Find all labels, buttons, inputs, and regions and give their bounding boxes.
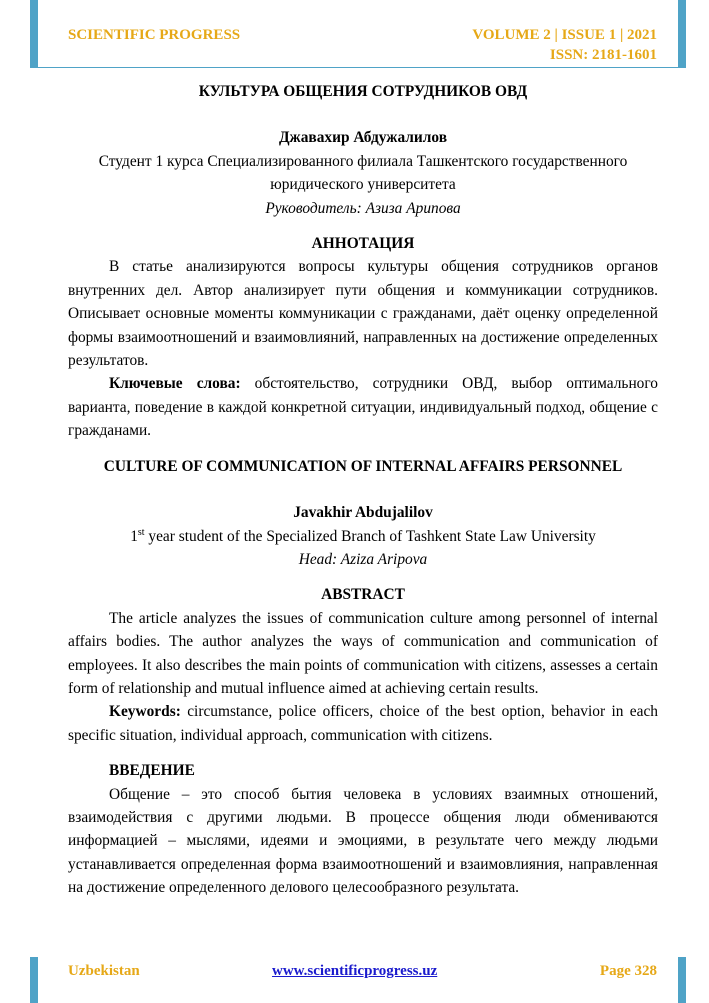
ru-keywords-text: обстоятельство, сотрудники ОВД, выбор оптимального варианта, поведение в каждой конкретной ситуации, индивидуальный подход, общение с гражданами. <box>68 375 659 440</box>
header-rule <box>30 67 686 68</box>
ru-keywords-label: Ключевые слова: <box>109 375 241 393</box>
ru-abstract-text: В статье анализируются вопросы культуры общения сотрудников органов внутренних дел. Автор анализирует пути общения и коммуникации сотрудников. Описывает основные моменты коммуникации с гражданами, даёт оценку определенной формы взаимоотношений и взаимовлияний, направленных на достижение определенных результатов. <box>68 258 658 370</box>
en-affiliation-sup: st <box>137 526 145 538</box>
en-keywords <box>68 700 658 747</box>
en-keywords-text: circumstance, police officers, choice of the best option, behavior in each specific situation, individual approach, communication with citizens. <box>68 703 658 744</box>
en-keywords-label: Keywords: <box>109 703 181 721</box>
intro-text: Общение – это способ бытия человека в условиях взаимных отношений, взаимодействия с другими людьми. В процессе общения люди обмениваются информацией – мыслями, идеями и эмоциями, в результате чего между людьми устанавливается определенная форма взаимоотношений и взаимовлияния, направленная на достижение определенного делового целесообразного результата. <box>68 785 658 897</box>
corner-bar-bottom-left <box>30 957 38 1003</box>
en-affiliation <box>68 525 658 548</box>
ru-affiliation: Студент 1 курса Специализированного филиала Ташкентского государственного юридического университета <box>98 152 628 194</box>
en-abstract-heading: ABSTRACT <box>321 586 405 604</box>
article-body <box>68 80 658 900</box>
footer-website-link[interactable]: www.scientificprogress.uz <box>272 963 438 979</box>
ru-title: КУЛЬТУРА ОБЩЕНИЯ СОТРУДНИКОВ ОВД <box>198 83 528 100</box>
intro-heading: ВВЕДЕНИЕ <box>109 762 195 780</box>
ru-keywords <box>68 372 658 442</box>
en-supervisor: Head: Aziza Aripova <box>298 550 428 568</box>
ru-supervisor: Руководитель: Азиза Арипова <box>265 199 461 217</box>
en-author: Javakhir Abdujalilov <box>293 504 433 522</box>
volume-issue: VOLUME 2 | ISSUE 1 | 2021 <box>472 27 657 43</box>
issn: ISSN: 2181-1601 <box>549 47 657 63</box>
en-title: CULTURE OF COMMUNICATION OF INTERNAL AFFAIRS PERSONNEL <box>103 457 623 475</box>
en-affiliation-prefix: 1 <box>130 527 138 545</box>
footer-country: Uzbekistan <box>68 963 140 979</box>
corner-bar-top-right <box>678 0 686 67</box>
journal-name: SCIENTIFIC PROGRESS <box>68 27 241 43</box>
corner-bar-bottom-right <box>678 957 686 1003</box>
ru-author: Джавахир Абдужалилов <box>278 129 448 147</box>
footer-page-number: Page 328 <box>599 963 657 979</box>
corner-bar-top-left <box>30 0 38 67</box>
ru-abstract-heading: АННОТАЦИЯ <box>311 235 415 253</box>
en-affiliation-rest: year student of the Specialized Branch of Tashkent State Law University <box>144 527 596 545</box>
en-abstract-text: The article analyzes the issues of communication culture among personnel of internal affairs bodies. The author analyzes the ways of communication and communication of employees. It also describes the main points of communication with citizens, assesses a certain form of relationship and mutual influence aimed at achieving certain results. <box>68 609 658 697</box>
